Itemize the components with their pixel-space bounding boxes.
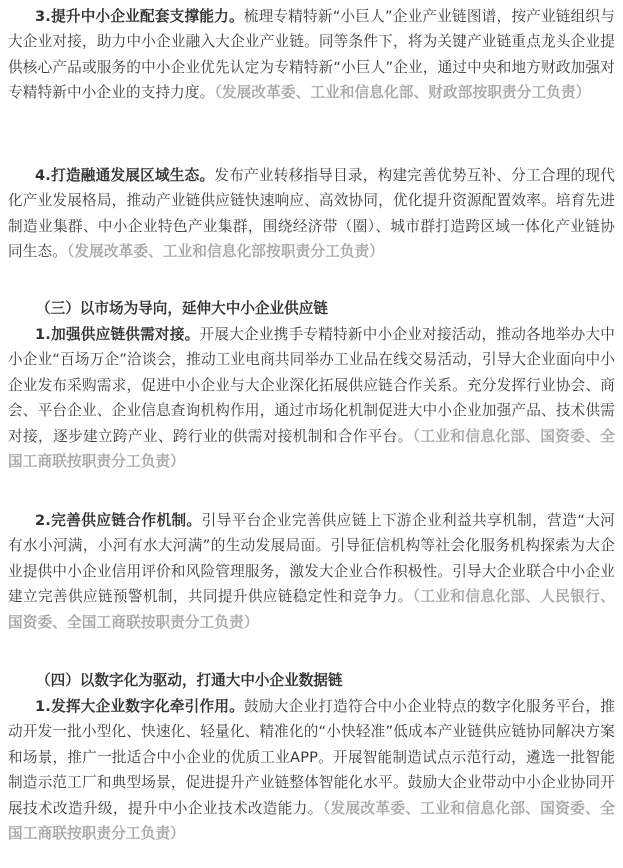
section-title-4: （四）以数字化为驱动，打通大中小企业数据链: [36, 672, 343, 689]
paragraph-heading: 3.提升中小企业配套支撑能力。: [35, 8, 244, 25]
paragraph-supply-demand-docking: [8, 322, 615, 474]
paragraph-heading: 1.加强供应链供需对接。: [35, 326, 200, 343]
responsibility-note: （发展改革委、工业和信息化部、财政部按职责分工负责）: [214, 84, 591, 102]
responsibility-note: （工业和信息化部、人民银行、国资委、全国工商联按职责分工负责）: [8, 588, 615, 631]
paragraph-body: 鼓励大企业打造符合中小企业特点的数字化服务平台，推动开发一批小型化、快速化、轻量化、精准化的“小快轻准”低成本产业链供应链协同解决方案和场景，推广一批适合中小企业的优质工业APP。开展智能制造试点示范行动，遴选一批智能制造示范工厂和典型场景，促进提升产业链整体智能化水平。鼓励大企业带动中小企业协同开展技术改造升级，提升中小企业技术改造能力。: [8, 698, 615, 817]
paragraph-body: 开展大企业携手专精特新中小企业对接活动，推动各地举办大中小企业“百场万企”洽谈会，推动工业电商共同举办工业品在线交易活动，引导大企业面向中小企业发布采购需求，促进中小企业与大企业深化拓展供应链合作关系。充分发挥行业协会、商会、平台企业、企业信息查询机构作用，通过市场化机制促进大中小企业加强产品、技术供需对接，逐步建立跨产业、跨行业的供需对接机制和合作平台。: [8, 326, 616, 445]
paragraph-digital-leadership: [8, 694, 615, 846]
responsibility-note: （工业和信息化部、国资委、全国工商联按职责分工负责）: [8, 427, 615, 471]
paragraph-item-3-support-capacity: [8, 4, 615, 106]
paragraph-body: 发布产业转移指导目录，构建完善优势互补、分工合理的现代化产业发展格局，推动产业链供应链快速响应、高效协同，优化提升资源配置效率。培育先进制造业集群、中小企业特色产业集群，围绕经济带（圈）、城市群打造跨区域一体化产业链协同生态。: [8, 167, 615, 261]
paragraph-item-4-regional-ecosystem: [8, 163, 615, 265]
paragraph-heading: 1.发挥大企业数字化牵引作用。: [35, 698, 245, 715]
paragraph-heading: 2.完善供应链合作机制。: [35, 512, 202, 529]
responsibility-note: （发展改革委、工业和信息化部按职责分工负责）: [66, 243, 385, 261]
paragraph-supply-chain-cooperation: [8, 508, 615, 635]
paragraph-heading: 4.打造融通发展区域生态。: [35, 167, 215, 184]
paragraph-body: 引导平台企业完善供应链上下游企业利益共享机制，营造“大河有水小河满，小河有水大河满”的生动发展局面。引导征信机构等社会化服务机构探索为大企业提供中小企业信用评价和风险管理服务，激发大企业合作积极性。引导大企业联合中小企业建立完善供应链预警机制，共同提升供应链稳定性和竞争力。: [8, 512, 616, 606]
section-title-3: （三）以市场为导向，延伸大中小企业供应链: [36, 300, 328, 317]
responsibility-note: （发展改革委、工业和信息化部、国资委、全国工商联按职责分工负责）: [8, 799, 615, 843]
paragraph-body: 梳理专精特新“小巨人”企业产业链图谱，按产业链组织与大企业对接，助力中小企业融入大企业产业链。同等条件下，将为关键产业链重点龙头企业提供核心产品或服务的中小企业优先认定为专精特新“小巨人”企业，通过中央和地方财政加强对专精特新中小企业的支持力度。: [8, 8, 615, 102]
